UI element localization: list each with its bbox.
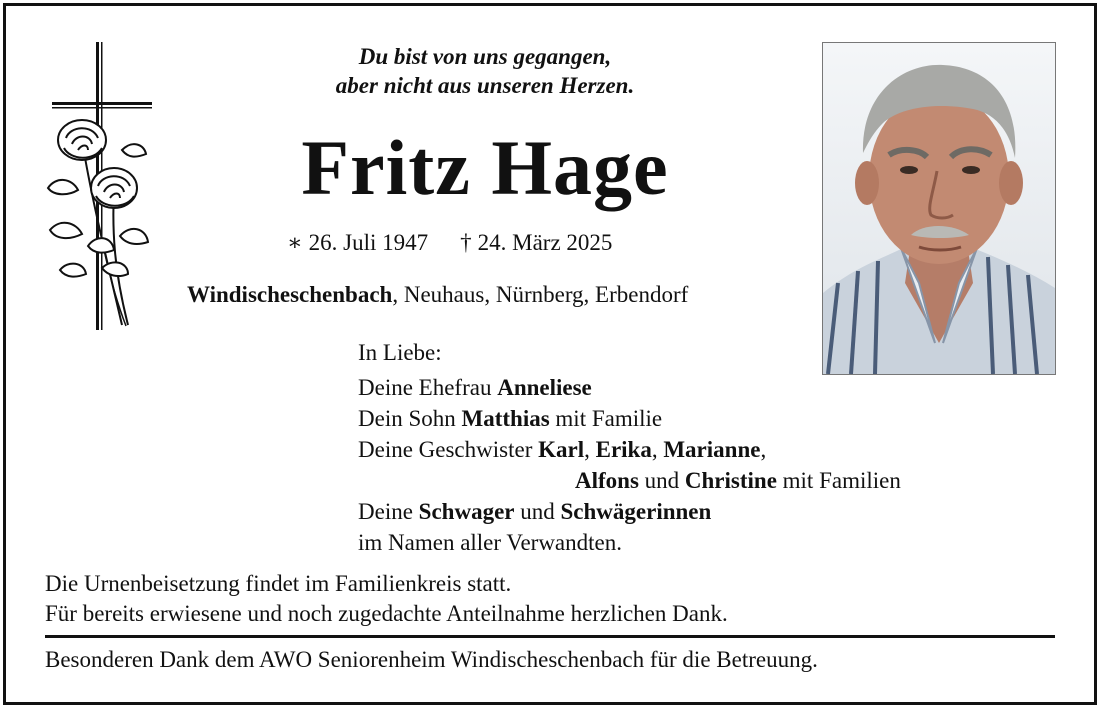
separator: , (651, 437, 664, 462)
birth-date: 26. Juli 1947 (308, 230, 429, 255)
family-wife (358, 372, 901, 403)
son-prefix: Dein Sohn (358, 406, 462, 431)
family-intro: In Liebe: (358, 340, 442, 365)
sibling-name: Christine (684, 468, 777, 493)
cross-with-roses-icon (42, 40, 154, 332)
siblings-suffix: mit Familien (776, 468, 901, 493)
motto-line-1: Du bist von uns gegangen, (358, 44, 612, 69)
sibling-name: Karl (538, 437, 585, 462)
siblings-prefix: Deine Geschwister (358, 437, 539, 462)
portrait-illustration (823, 43, 1055, 374)
portrait-photo (822, 42, 1056, 375)
life-dates (287, 228, 612, 258)
inlaws-term: Schwager (418, 499, 515, 524)
family-siblings-cont (358, 465, 901, 496)
death-date: 24. März 2025 (477, 230, 613, 255)
places (187, 280, 688, 310)
family-inlaws (358, 496, 901, 527)
conjunction: und (638, 468, 685, 493)
notice-line-1: Die Urnenbeisetzung findet im Familienkreis statt. (45, 571, 512, 596)
separator: , (760, 437, 767, 462)
notice-line-2: Für bereits erwiesene und noch zugedachte Anteilnahme herzlichen Dank. (45, 601, 728, 626)
family-list (358, 337, 901, 558)
separator: , (584, 437, 596, 462)
deceased-name: Fritz Hage (301, 124, 669, 211)
place-primary: Windischeschenbach (187, 282, 393, 307)
wife-prefix: Deine Ehefrau (358, 375, 498, 400)
son-suffix: mit Familie (549, 406, 663, 431)
conjunction: und (514, 499, 561, 524)
sibling-name: Marianne (663, 437, 761, 462)
family-siblings (358, 434, 901, 465)
motto (250, 42, 720, 100)
sibling-name: Erika (595, 437, 652, 462)
sibling-name: Alfons (575, 468, 639, 493)
wife-name: Anneliese (497, 375, 592, 400)
family-closing: im Namen aller Verwandten. (358, 530, 622, 555)
divider (45, 635, 1055, 638)
birth-star-icon: ∗ (287, 230, 303, 255)
son-name: Matthias (461, 406, 550, 431)
inlaws-term: Schwägerinnen (560, 499, 712, 524)
special-thanks: Besonderen Dank dem AWO Seniorenheim Windischeschenbach für die Betreuung. (45, 647, 818, 672)
place-others: , Neuhaus, Nürnberg, Erbendorf (392, 282, 689, 307)
inlaws-prefix: Deine (358, 499, 419, 524)
family-son (358, 403, 901, 434)
motto-line-2: aber nicht aus unseren Herzen. (335, 73, 635, 98)
death-cross-icon: † (460, 230, 472, 255)
notice (45, 569, 728, 629)
